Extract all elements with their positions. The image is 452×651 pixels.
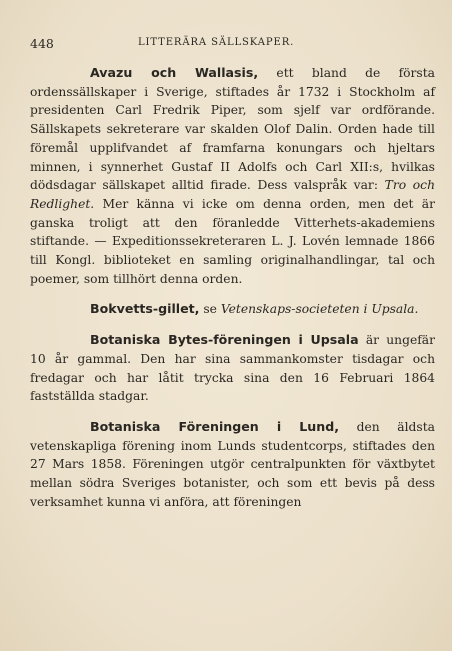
running-title: LITTERÄRA SÄLLSKAPER. xyxy=(138,37,295,48)
entry-body: den äldsta vetenskapliga förening inom Lunds studentcorps, stiftades den 27 Mars 1858. Föreningen utgör centralpunkten för växtbytet mellan södra Sveriges botanister, och som ett bevis på dess verksamhet kunna vi anföra, att föreningen xyxy=(30,419,435,509)
entry-heading: Avazu och Wallasis, xyxy=(90,65,259,80)
entry-botaniska-bytes-foreningen xyxy=(30,331,435,406)
entry-heading: Botaniska Föreningen i Lund, xyxy=(90,418,339,434)
entry-cross-reference: Vetenskaps-societeten i Upsala. xyxy=(220,302,419,317)
entry-heading: Bokvetts-gillet, xyxy=(90,301,200,317)
entry-body-continued: Mer känna vi icke om denna orden, men det är ganska troligt att den föranledde Vitterhets-akademiens stiftande. — Expeditionssekreteraren L. J. Lovén lemnade 1866 till Kongl. biblioteket en samling originalhandlingar, tal och poemer, som tillhört denna orden. xyxy=(30,196,435,286)
entry-avazu-och-wallasis xyxy=(30,64,435,288)
entry-body: ett bland de första ordenssällskaper i Sverige, stiftades år 1732 i Stockholm af presidenten Carl Fredrik Piper, som sjelf var ordförande. Sällskapets sekreterare var skalden Olof Dalin. Orden hade till föremål upplifvandet af framfarna konungars och hjeltars minnen, i synnerhet Gustaf II Adolfs och Carl XII:s, hvilkas dödsdagar sällskapet alltid firade. Dess valspråk var: xyxy=(30,66,435,193)
entry-motto: Tro och Redlighet. xyxy=(30,178,435,211)
page-header xyxy=(30,36,432,52)
entry-botaniska-foreningen-i-lund xyxy=(30,418,435,512)
entry-heading: Botaniska Bytes-föreningen i Upsala xyxy=(90,332,359,348)
entry-body: är ungefär 10 år gammal. Den har sina sammankomster tisdagar och fredagar och har låtit trycka sina den 16 Februari 1864 fastställda stadgar. xyxy=(30,333,435,404)
entry-body: se xyxy=(199,302,221,317)
body-text xyxy=(30,64,435,511)
entry-bokvetts-gillet xyxy=(30,300,435,319)
page-number: 448 xyxy=(30,36,54,51)
